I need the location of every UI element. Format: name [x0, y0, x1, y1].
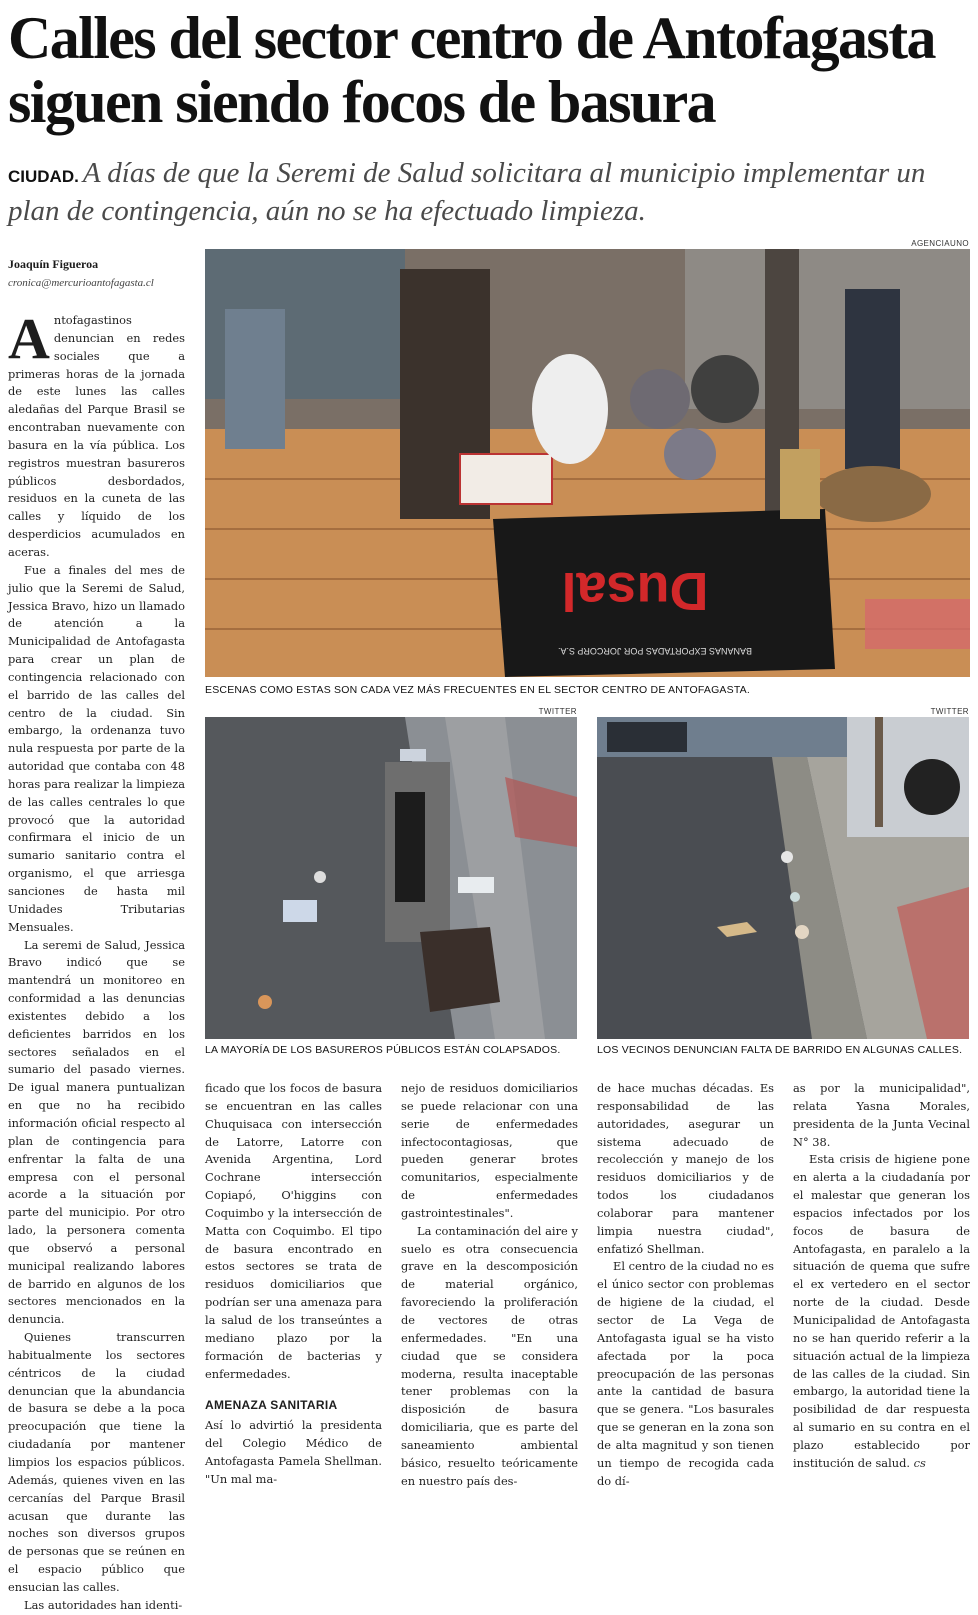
- end-mark: cs: [913, 1455, 926, 1470]
- author-email: cronica@mercurioantofagasta.cl: [8, 277, 154, 289]
- deck-text: A días de que la Seremi de Salud solicitara al municipio implementar un plan de contingencia, aún no se ha efectuado limpieza.: [8, 157, 926, 227]
- left-photo: [205, 717, 577, 1039]
- paragraph-5-end: ficado que los focos de basura se encuentran en las calles Chuquisaca con intersección de Latorre, Latorre con Avenida Argentina, Lord Cochrane intersección Copiapó, O'higgins con Coquimbo y la intersección de Matta con Coquimbo. El tipo de basura encontrado en estos sectores se trata de residuos domiciliarios que podrían ser una amenaza para la salud de los transeúntes a mediano plazo por la formación de bacterias y enfermedades.: [205, 1081, 382, 1381]
- body-column-2: [205, 1080, 382, 1489]
- paragraph-8: El centro de la ciudad no es el único sector con problemas de higiene de la ciudad, el sector de La Vega de Antofagasta igual se ha visto afectada por la poca preocupación de las personas ante la cantidad de basura que se genera. "Los basurales que se generan en la zona son de alta magnitud y son tienen un tiempo de recogida cada do dí-: [597, 1259, 774, 1488]
- subhead: AMENAZA SANITARIA: [205, 1398, 338, 1413]
- paragraph-6-start: Así lo advirtió la presidenta del Colegio Médico de Antofagasta Pamela Shellman. "Un mal ma-: [205, 1418, 382, 1486]
- paragraph-6-end: nejo de residuos domiciliarios se puede relacionar con una serie de enfermedades infectocontagiosas, que pueden generar brotes comunitarios, especialmente de enfermedades gastrointestinales".: [401, 1081, 578, 1220]
- paragraph-1: [8, 306, 185, 562]
- right-photo: [597, 717, 969, 1039]
- paragraph-1-text: ntofagastinos denuncian en redes sociales que a primeras horas de la jornada de este lunes las calles aledañas del Parque Brasil se encontraban nuevamente con basura en la vía pública. Los registros muestran basureros públicos desbordados, residuos en la cuneta de las calles y líquido de los desperdicios acumulados en aceras.: [8, 313, 185, 559]
- left-photo-caption: LA MAYORÍA DE LOS BASUREROS PÚBLICOS ESTÁN COLAPSADOS.: [205, 1044, 561, 1056]
- body-column-5: [793, 1080, 970, 1473]
- box-brand-text: Dusal: [561, 561, 709, 621]
- drop-cap: A: [8, 306, 50, 371]
- main-photo-caption: ESCENAS COMO ESTAS SON CADA VEZ MÁS FRECUENTES EN EL SECTOR CENTRO DE ANTOFAGASTA.: [205, 684, 750, 696]
- main-photo: [205, 249, 970, 677]
- left-photo-image: [205, 717, 577, 1039]
- right-photo-image: [597, 717, 969, 1039]
- right-photo-credit: TWITTER: [930, 707, 969, 716]
- body-column-3: [401, 1080, 578, 1490]
- paragraph-9-text: Esta crisis de higiene pone en alerta a la ciudadanía por el malestar que generan los espacios infectados por los focos de basura de Antofagasta, en paralelo a la situación de quema que sufre el ex vertedero en el sector norte de la ciudad. Desde Municipalidad de Antofagasta no se han querido referir a la situación actual de la limpieza de las calles de la ciudad. Sin embargo, la autoridad tiene la posibilidad de dar respuesta al sumario en su contra en el plazo establecido por institución de salud.: [793, 1152, 970, 1470]
- headline: Calles del sector centro de Antofagasta siguen siendo focos de basura: [8, 5, 935, 135]
- section-tag: CIUDAD.: [8, 167, 79, 186]
- paragraph-8-end: as por la municipalidad", relata Yasna Morales, presidenta de la Junta Vecinal N° 38.: [793, 1081, 970, 1149]
- byline: [8, 257, 198, 289]
- paragraph-9: [793, 1151, 970, 1472]
- body-column-1: [8, 306, 185, 1615]
- main-photo-credit: AGENCIAUNO: [911, 239, 969, 248]
- main-photo-image: [205, 249, 970, 677]
- box-small-text: BANANAS EXPORTADAS POR JORCORP S.A.: [557, 646, 753, 656]
- paragraph-3: La seremi de Salud, Jessica Bravo indicó que se mantendrá un monitoreo en conformidad a las denuncias existentes debido a los deficientes barridos en los sectores señalados en el sumario del pasado viernes. De igual manera puntualizan en que no ha recibido información oficial respecto al plan de contingencia para enfrentar la falta de una empresa con el personal acorde a la situación por parte del municipio. Por otro lado, la personera comenta que observó a personal municipal realizando labores de barrido en algunos de los sectores mencionados en la denuncia.: [8, 937, 185, 1327]
- right-photo-caption: LOS VECINOS DENUNCIAN FALTA DE BARRIDO EN ALGUNAS CALLES.: [597, 1044, 963, 1056]
- author-name: Joaquín Figueroa: [8, 257, 99, 271]
- deck: [8, 156, 968, 228]
- paragraph-7-end: de hace muchas décadas. Es responsabilidad de las autoridades, asegurar un sistema adecuado de recolección y manejo de los residuos domiciliarios y de todos los ciudadanos colaborar para mantener limpia nuestra ciudad", enfatizó Shellman.: [597, 1081, 774, 1256]
- paragraph-2: Fue a finales del mes de julio que la Seremi de Salud, Jessica Bravo, hizo un llamado de atención a la Municipalidad de Antofagasta para crear un plan de contingencia relacionado con el barrido de las calles del centro de la ciudad. Sin embargo, la ordenanza tuvo nula respuesta por parte de la autoridad que contaba con 48 horas para realizar la limpieza de las calles centrales lo que provocó que la autoridad confirmara el inicio de un sumario sanitario contra el organismo, el que arriesga sanciones de hasta mil Unidades Tributarias Mensuales.: [8, 562, 185, 934]
- paragraph-5-start: Las autoridades han identi-: [24, 1597, 183, 1612]
- body-column-4: [597, 1080, 774, 1490]
- left-photo-credit: TWITTER: [538, 707, 577, 716]
- paragraph-7-start: La contaminación del aire y suelo es otra consecuencia grave en la descomposición de material orgánico, favoreciendo la proliferación de vectores de otras enfermedades. "En una ciudad que se considera moderna, resulta inaceptable tener problemas con la disposición de basura domiciliaria, que es parte del saneamiento ambiental básico, resuelto teóricamente en nuestro país des-: [401, 1223, 578, 1488]
- paragraph-4: Quienes transcurren habitualmente los sectores céntricos de la ciudad denuncian que la abundancia de basura se debe a la poca preocupación que tiene la ciudadanía por mantener limpios los espacios públicos. Además, quienes viven en las cercanías del Parque Brasil acusan que durante las noches son diversos grupos de personas que se reúnen en el espacio público que ensucian las calles.: [8, 1330, 185, 1594]
